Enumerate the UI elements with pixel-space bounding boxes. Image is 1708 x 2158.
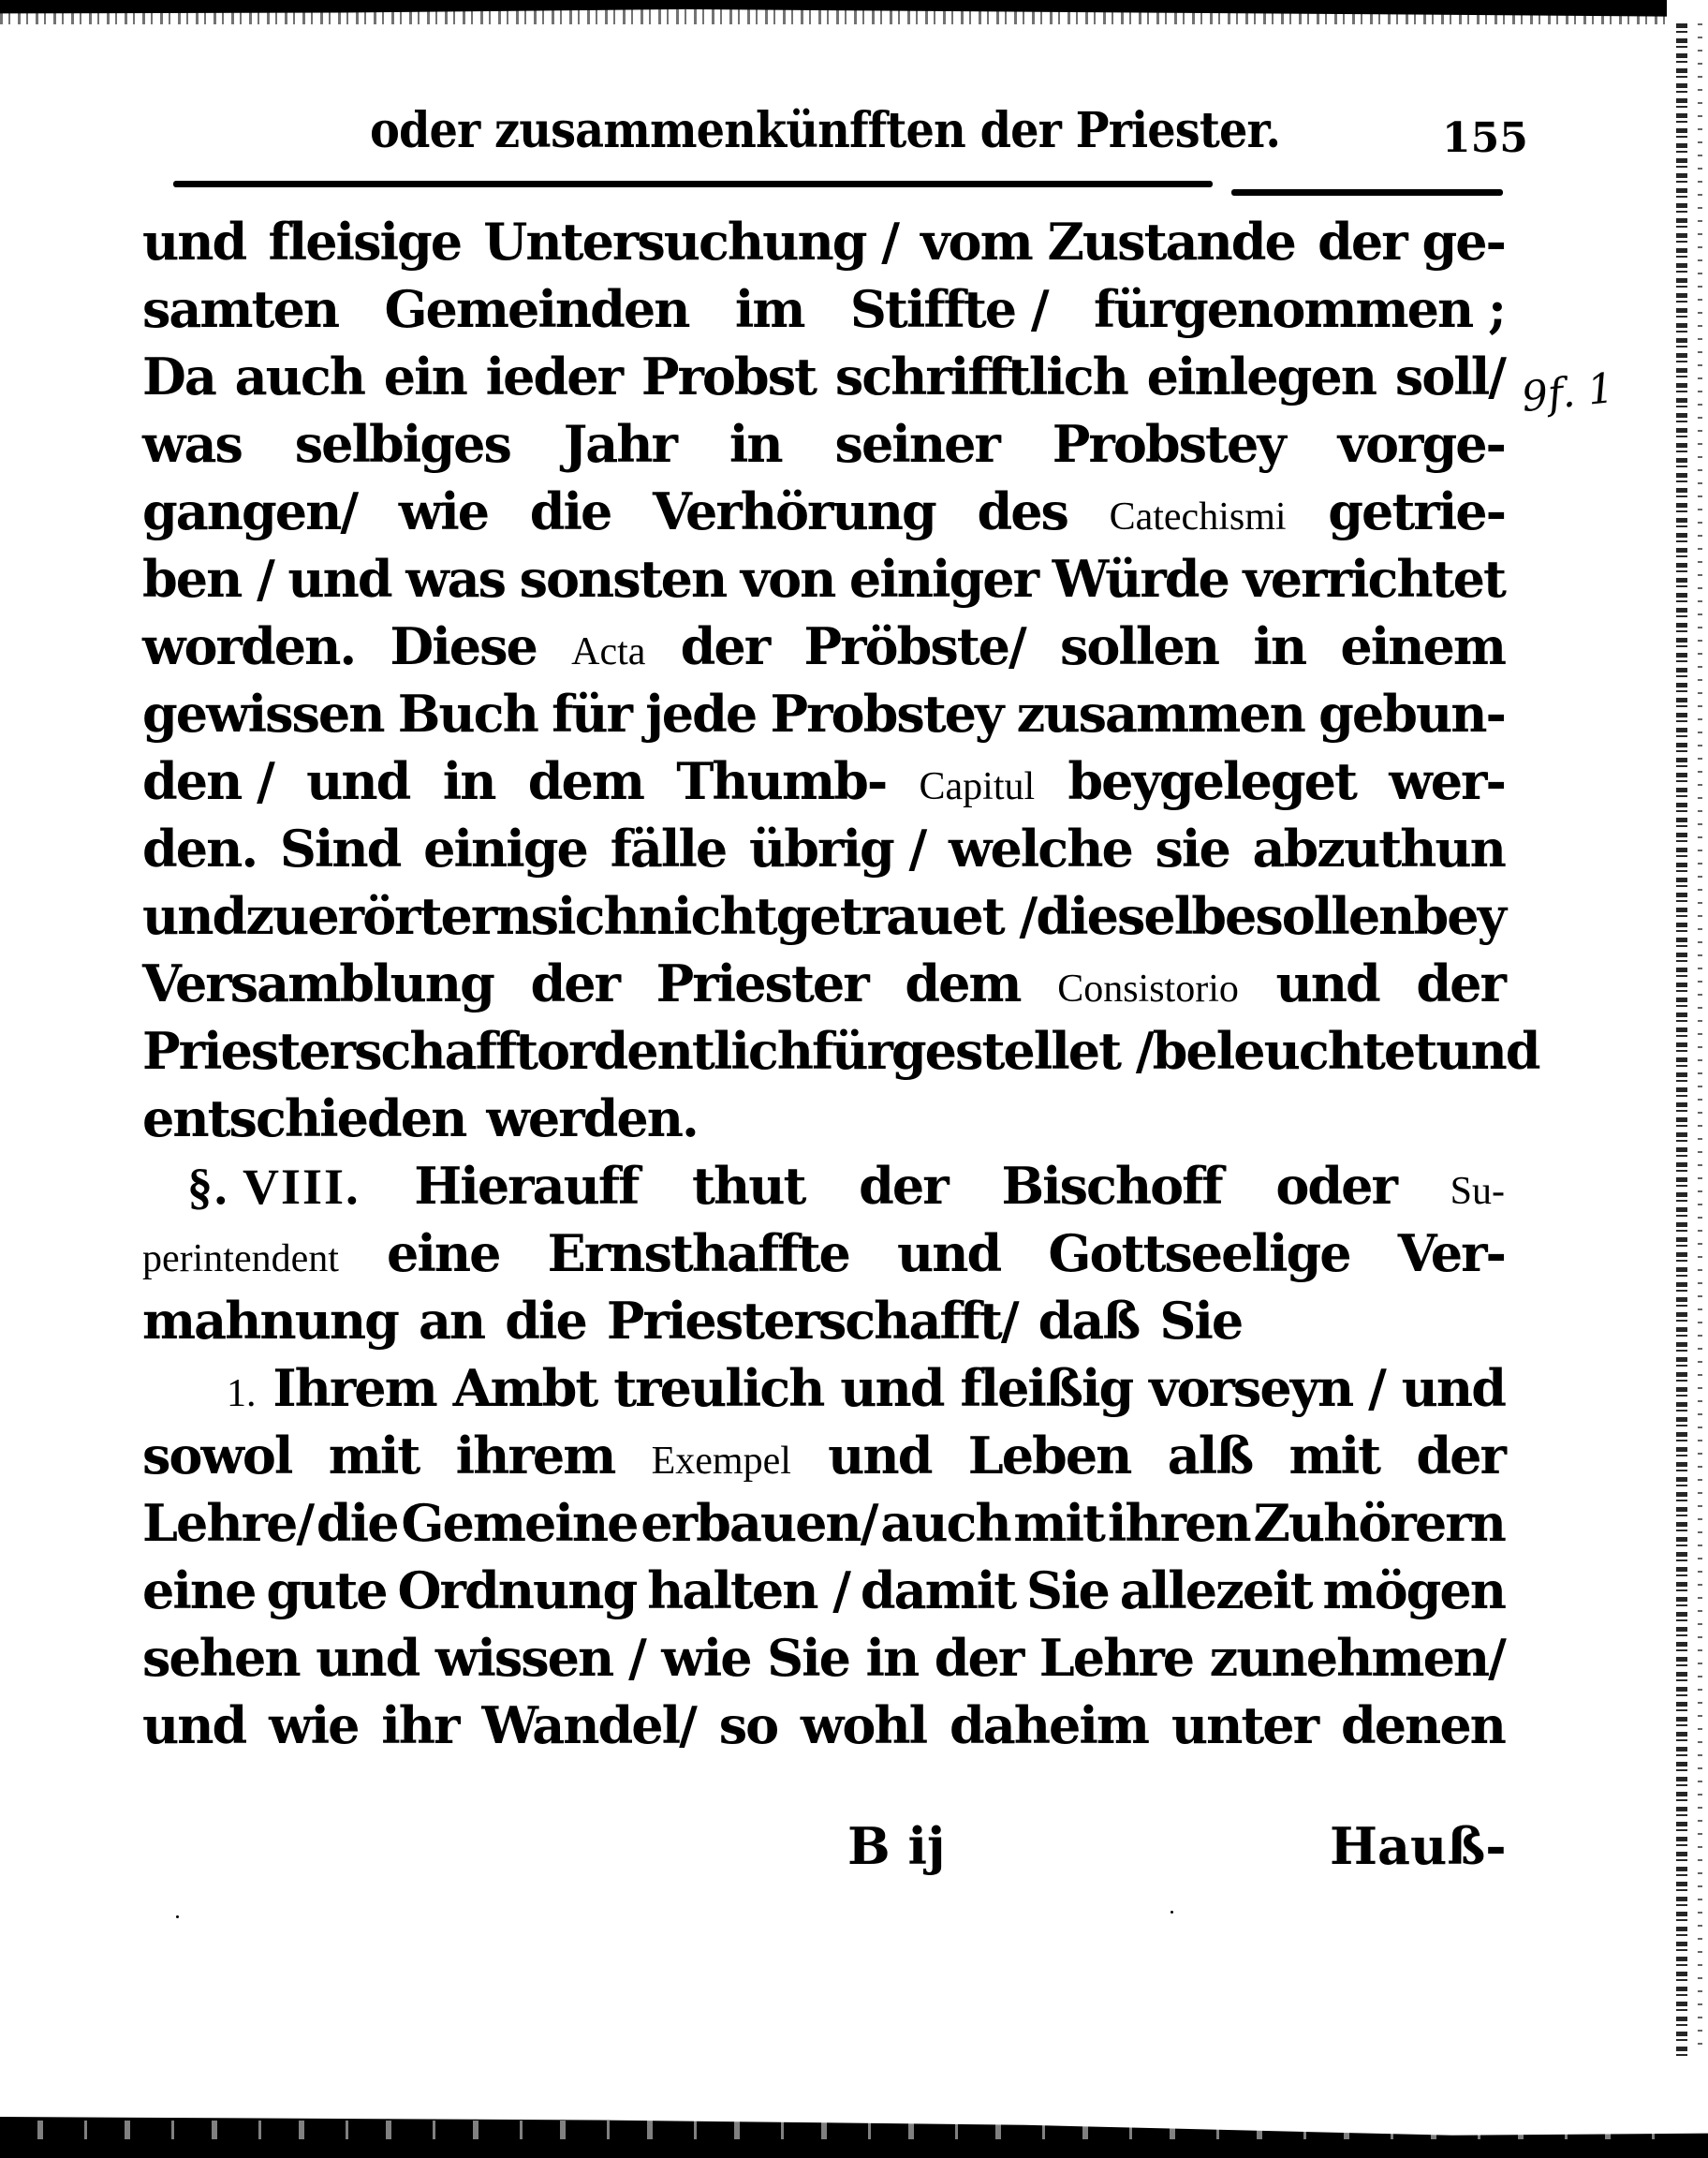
word: denen <box>1340 1695 1505 1755</box>
word: und <box>1436 1021 1539 1081</box>
page-binding-edge <box>1676 23 1687 2056</box>
word: fleißig <box>960 1358 1133 1418</box>
word: Ernsthaffte <box>547 1223 849 1283</box>
body-text <box>142 208 1539 1759</box>
word: Ihrem <box>272 1358 436 1418</box>
word: welche <box>948 819 1132 879</box>
word: Gottseelige <box>1048 1223 1350 1283</box>
word: Bischoff <box>1001 1156 1222 1216</box>
word: eine <box>387 1223 500 1283</box>
word: worden. <box>142 616 356 676</box>
section-heading-line <box>142 1152 1505 1219</box>
word: was <box>405 549 506 609</box>
text-line <box>142 1422 1505 1489</box>
word: und <box>316 1628 420 1688</box>
word: zunehmen/ <box>1209 1628 1505 1688</box>
text-line <box>142 950 1505 1017</box>
word: Lehre/ <box>142 1493 314 1553</box>
word: Priester <box>655 953 868 1013</box>
word: alß <box>1167 1426 1253 1485</box>
word: ihr <box>381 1695 459 1755</box>
word: gebun- <box>1318 684 1505 744</box>
word: vorge- <box>1337 414 1505 474</box>
header-rule-right <box>1231 189 1503 196</box>
word: wie <box>661 1628 751 1688</box>
text-line <box>142 478 1505 545</box>
word: wie <box>398 481 489 541</box>
word: Versamblung <box>142 953 493 1013</box>
word: damit <box>860 1560 1016 1620</box>
word: sollen <box>1255 886 1414 946</box>
word: Thumb- <box>676 751 887 811</box>
text-line <box>142 815 1505 882</box>
text-line <box>142 1017 1539 1085</box>
word: in <box>865 1628 919 1688</box>
word: vorseyn / <box>1149 1358 1385 1418</box>
signature-mark: B ij <box>847 1816 946 1876</box>
word: Lehre <box>1038 1628 1194 1688</box>
word: der <box>530 953 620 1013</box>
word: Sie <box>767 1628 849 1688</box>
word: in <box>442 751 495 811</box>
word: die <box>529 481 611 541</box>
word: Sie <box>1159 1291 1243 1351</box>
word: wissen / <box>434 1628 645 1688</box>
word: sich <box>530 886 639 946</box>
word: getrauet / <box>775 886 1037 946</box>
word: ihren <box>1107 1493 1250 1553</box>
word: mit <box>1013 1493 1105 1553</box>
word: daß <box>1038 1291 1140 1351</box>
text-line <box>142 208 1505 275</box>
word: soll/ <box>1394 347 1505 406</box>
word: in <box>729 414 782 474</box>
word: eine <box>142 1560 256 1620</box>
text-line <box>142 1085 1505 1152</box>
word: gangen/ <box>142 481 358 541</box>
word: Priesterschafft <box>142 1021 537 1081</box>
word: mögen <box>1322 1560 1505 1620</box>
word: bey <box>1413 886 1505 946</box>
word: Da <box>142 347 215 406</box>
word: seiner <box>834 414 999 474</box>
scan-speck <box>176 1915 179 1918</box>
word: nicht <box>638 886 776 946</box>
scan-speck <box>1171 1911 1173 1914</box>
latin-word: Exempel <box>651 1440 791 1483</box>
text-line <box>142 1557 1505 1624</box>
text-line <box>142 1287 1505 1354</box>
word: Jahr <box>563 414 676 474</box>
word: erörtern <box>307 886 531 946</box>
word: die <box>505 1291 586 1351</box>
word: des <box>977 481 1068 541</box>
word: die <box>316 1493 398 1553</box>
word: thut <box>692 1156 805 1216</box>
word: schrifftlich <box>834 347 1127 406</box>
word: Ver- <box>1397 1223 1505 1283</box>
section-number: §. VIII. <box>187 1159 361 1215</box>
scan-edge-bottom-fringe <box>0 2121 1676 2139</box>
latin-word: Su- <box>1450 1170 1505 1213</box>
word: Priesterschafft/ <box>606 1291 1018 1351</box>
word: den. <box>142 819 258 879</box>
word: mit <box>1288 1426 1380 1485</box>
word: und <box>142 1695 246 1755</box>
word: gewissen <box>142 684 384 744</box>
word: übrig / <box>748 819 926 879</box>
word: treulich <box>613 1358 824 1418</box>
word: Ambt <box>452 1358 597 1418</box>
word: zusammen <box>1016 684 1304 744</box>
word: unter <box>1171 1695 1318 1755</box>
word: erbauen/ <box>640 1493 877 1553</box>
word: einem <box>1340 616 1505 676</box>
word: und <box>840 1358 944 1418</box>
word: dem <box>527 751 643 811</box>
word: samten <box>142 279 339 339</box>
word: sehen <box>142 1628 300 1688</box>
word: Probstey <box>770 684 1003 744</box>
word: beleuchtet <box>1152 1021 1436 1081</box>
word: in <box>1253 616 1306 676</box>
word: wer- <box>1389 751 1505 811</box>
word: und <box>287 549 391 609</box>
catchword: Hauß- <box>1330 1816 1507 1876</box>
text-line <box>142 545 1505 613</box>
word: und <box>828 1426 932 1485</box>
word: Pröbste/ <box>803 616 1025 676</box>
word: halten / <box>647 1560 850 1620</box>
latin-word: Capitul <box>919 765 1036 808</box>
word: oder <box>1275 1156 1396 1216</box>
word: verrichtet <box>1243 549 1505 609</box>
word: Sie <box>1026 1560 1109 1620</box>
word: und <box>306 751 410 811</box>
word: sowol <box>142 1426 292 1485</box>
word: den / <box>142 751 273 811</box>
word: sollen <box>1060 616 1219 676</box>
text-line <box>142 747 1505 815</box>
word: von <box>740 549 835 609</box>
word: der <box>1416 1426 1505 1485</box>
running-head: oder zusammenkünfften der Priester. <box>370 102 1281 159</box>
word: wohl <box>800 1695 927 1755</box>
word: fürgestellet / <box>811 1021 1153 1081</box>
word: im <box>734 279 804 339</box>
word: der ge- <box>1318 212 1505 272</box>
word: mahnung <box>142 1291 398 1351</box>
word: fälle <box>610 819 727 879</box>
word: und <box>896 1223 1001 1283</box>
word: selbiges <box>294 414 510 474</box>
word: allezeit <box>1119 1560 1312 1620</box>
word: werden. <box>486 1088 698 1148</box>
word: fürgenommen ; <box>1094 279 1505 339</box>
word: der <box>934 1628 1023 1688</box>
word: getrie- <box>1328 481 1505 541</box>
word: Ordnung <box>397 1560 637 1620</box>
text-line <box>142 410 1505 478</box>
word: Sind <box>279 819 401 879</box>
word: Probstey <box>1052 414 1285 474</box>
text-line <box>142 613 1505 680</box>
word: entschieden <box>142 1088 466 1148</box>
word: mit <box>328 1426 420 1485</box>
text-line <box>142 1692 1505 1759</box>
word: ein <box>383 347 466 406</box>
text-line <box>142 1489 1505 1557</box>
word: daheim <box>950 1695 1149 1755</box>
word: Zuhörern <box>1253 1493 1505 1553</box>
page-number: 155 <box>1442 114 1528 162</box>
word: ieder <box>485 347 623 406</box>
word: Gemeinden <box>384 279 689 339</box>
word: zu <box>245 886 308 946</box>
word: beygeleget <box>1068 751 1356 811</box>
word: und <box>1401 1358 1505 1418</box>
word: ben / <box>142 549 273 609</box>
word: ihrem <box>455 1426 615 1485</box>
word: einige <box>423 819 587 879</box>
latin-word: Consistorio <box>1057 968 1239 1011</box>
word: sonsten <box>519 549 727 609</box>
word: abzuthun <box>1252 819 1505 879</box>
word: sie <box>1155 819 1229 879</box>
item-number: 1. <box>227 1372 257 1415</box>
word: einlegen <box>1146 347 1377 406</box>
word: Probst <box>640 347 817 406</box>
latin-word: Catechismi <box>1109 495 1287 539</box>
word: an <box>418 1291 485 1351</box>
numbered-item-line <box>142 1354 1505 1422</box>
handwritten-marginal-note: 9f. 1 <box>1519 363 1617 422</box>
word: Stiffte / <box>849 279 1048 339</box>
word: Hierauff <box>414 1156 639 1216</box>
word: einiger <box>848 549 1038 609</box>
text-line <box>142 1219 1505 1287</box>
word: Wandel/ <box>481 1695 696 1755</box>
text-line <box>142 275 1505 343</box>
word: Diese <box>390 616 537 676</box>
header-rule-left <box>173 181 1213 187</box>
word: Leben <box>967 1426 1131 1485</box>
word: wie <box>269 1695 359 1755</box>
word: dem <box>905 953 1021 1013</box>
word: jede <box>645 684 757 744</box>
latin-word: perintendent <box>142 1237 339 1280</box>
word: auch <box>880 1493 1010 1553</box>
word: ordentlich <box>537 1021 812 1081</box>
word: Buch <box>397 684 537 744</box>
scan-edge-top-fringe <box>0 9 1676 24</box>
word: und <box>142 212 246 272</box>
word: der <box>859 1156 948 1216</box>
word: fleisige <box>268 212 462 272</box>
word: was <box>142 414 242 474</box>
text-line <box>142 343 1505 410</box>
latin-word: Acta <box>571 630 646 673</box>
text-line <box>142 1624 1505 1692</box>
word: Verhörung <box>653 481 935 541</box>
text-line <box>142 680 1505 747</box>
text-line <box>142 882 1505 950</box>
word: der <box>1416 953 1505 1013</box>
page-binding-edge-outer <box>1698 23 1702 2056</box>
word: für <box>552 684 632 744</box>
word: Gemeine <box>401 1493 638 1553</box>
word: gute <box>266 1560 387 1620</box>
word: und <box>142 886 246 946</box>
word: dieselbe <box>1036 886 1256 946</box>
word: so <box>718 1695 778 1755</box>
word: der <box>680 616 770 676</box>
word: vom Zustande <box>920 212 1295 272</box>
word: Untersuchung / <box>483 212 898 272</box>
word: auch <box>234 347 364 406</box>
word: Würde <box>1052 549 1229 609</box>
word: und <box>1275 953 1379 1013</box>
